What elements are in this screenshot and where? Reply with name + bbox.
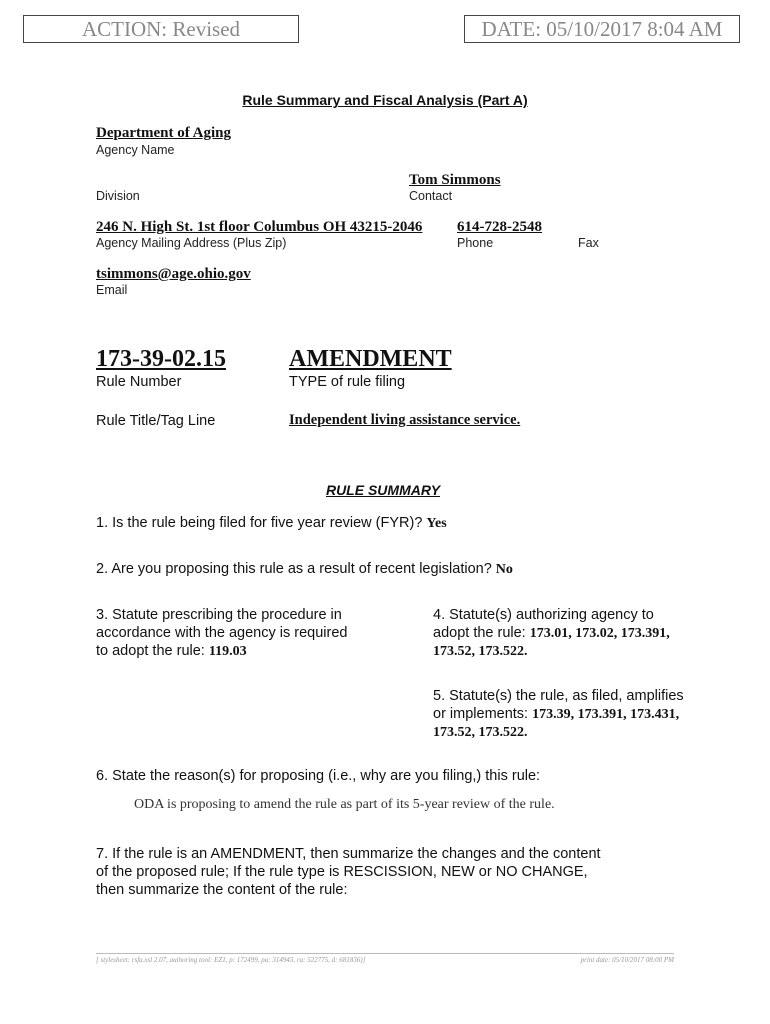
question-1 [96,514,447,533]
rule-type-value: AMENDMENT [289,346,452,372]
fax-label: Fax [578,236,599,250]
rule-number-value: 173-39-02.15 [96,346,226,372]
question-4 [433,606,733,661]
agency-name-value: Department of Aging [96,125,231,141]
answer-5-line-1: 173.39, 173.391, 173.431, [532,707,680,722]
email-label: Email [96,283,128,297]
question-7-line-2: of the proposed rule; If the rule type is RESCISSION, NEW or NO CHANGE, [96,864,588,880]
question-3-line-2: accordance with the agency is required [96,625,348,641]
agency-name-label: Agency Name [96,143,175,157]
question-3-line-1: 3. Statute prescribing the procedure in [96,607,342,623]
question-1-text: 1. Is the rule being filed for five year review (FYR)? [96,515,423,531]
answer-6: ODA is proposing to amend the rule as part of its 5-year review of the rule. [134,797,555,812]
date-box: DATE: 05/10/2017 8:04 AM [464,15,740,43]
answer-5-line-2: 173.52, 173.522. [433,725,528,740]
question-7 [96,845,696,899]
question-2 [96,560,513,579]
rule-summary-heading: RULE SUMMARY [325,482,441,498]
answer-1: Yes [426,516,447,531]
question-3-line-3: to adopt the rule: [96,643,205,659]
action-box: ACTION: Revised [23,15,299,43]
rule-title-label: Rule Title/Tag Line [96,413,216,429]
email-value: tsimmons@age.ohio.gov [96,266,251,282]
footer-print-date: print date: 05/10/2017 08:00 PM [580,956,674,964]
answer-4-line-1: 173.01, 173.02, 173.391, [529,626,670,641]
question-2-text: 2. Are you proposing this rule as a result of recent legislation? [96,561,492,577]
rule-title-value: Independent living assistance service. [289,412,521,428]
question-7-line-1: 7. If the rule is an AMENDMENT, then summarize the changes and the content [96,846,601,862]
rule-type-label: TYPE of rule filing [289,374,406,390]
footer-stylesheet-info: [ stylesheet: rsfa.xsl 2.07, authoring tool: EZ1, p: 172499, pa: 314943, ra: 522775, d: 681836)] [96,956,366,964]
contact-value: Tom Simmons [409,172,501,188]
question-5-line-2: or implements: [433,706,529,722]
answer-3: 119.03 [208,644,247,659]
phone-label: Phone [457,236,494,250]
address-label: Agency Mailing Address (Plus Zip) [96,236,287,250]
contact-label: Contact [409,189,453,203]
rule-number-label: Rule Number [96,374,182,390]
page-title: Rule Summary and Fiscal Analysis (Part A) [242,92,528,108]
division-label: Division [96,189,140,203]
question-5-line-1: 5. Statute(s) the rule, as filed, amplifies [433,688,684,704]
question-7-line-3: then summarize the content of the rule: [96,882,348,898]
answer-2: No [495,562,513,577]
phone-value: 614-728-2548 [457,219,542,235]
question-5 [433,687,733,742]
question-4-line-2: adopt the rule: [433,625,526,641]
address-value: 246 N. High St. 1st floor Columbus OH 43215-2046 [96,219,423,235]
answer-4-line-2: 173.52, 173.522. [433,644,528,659]
question-6: 6. State the reason(s) for proposing (i.e., why are you filing,) this rule: [96,768,541,784]
question-3 [96,606,396,661]
question-4-line-1: 4. Statute(s) authorizing agency to [433,607,654,623]
page-footer [96,953,674,964]
